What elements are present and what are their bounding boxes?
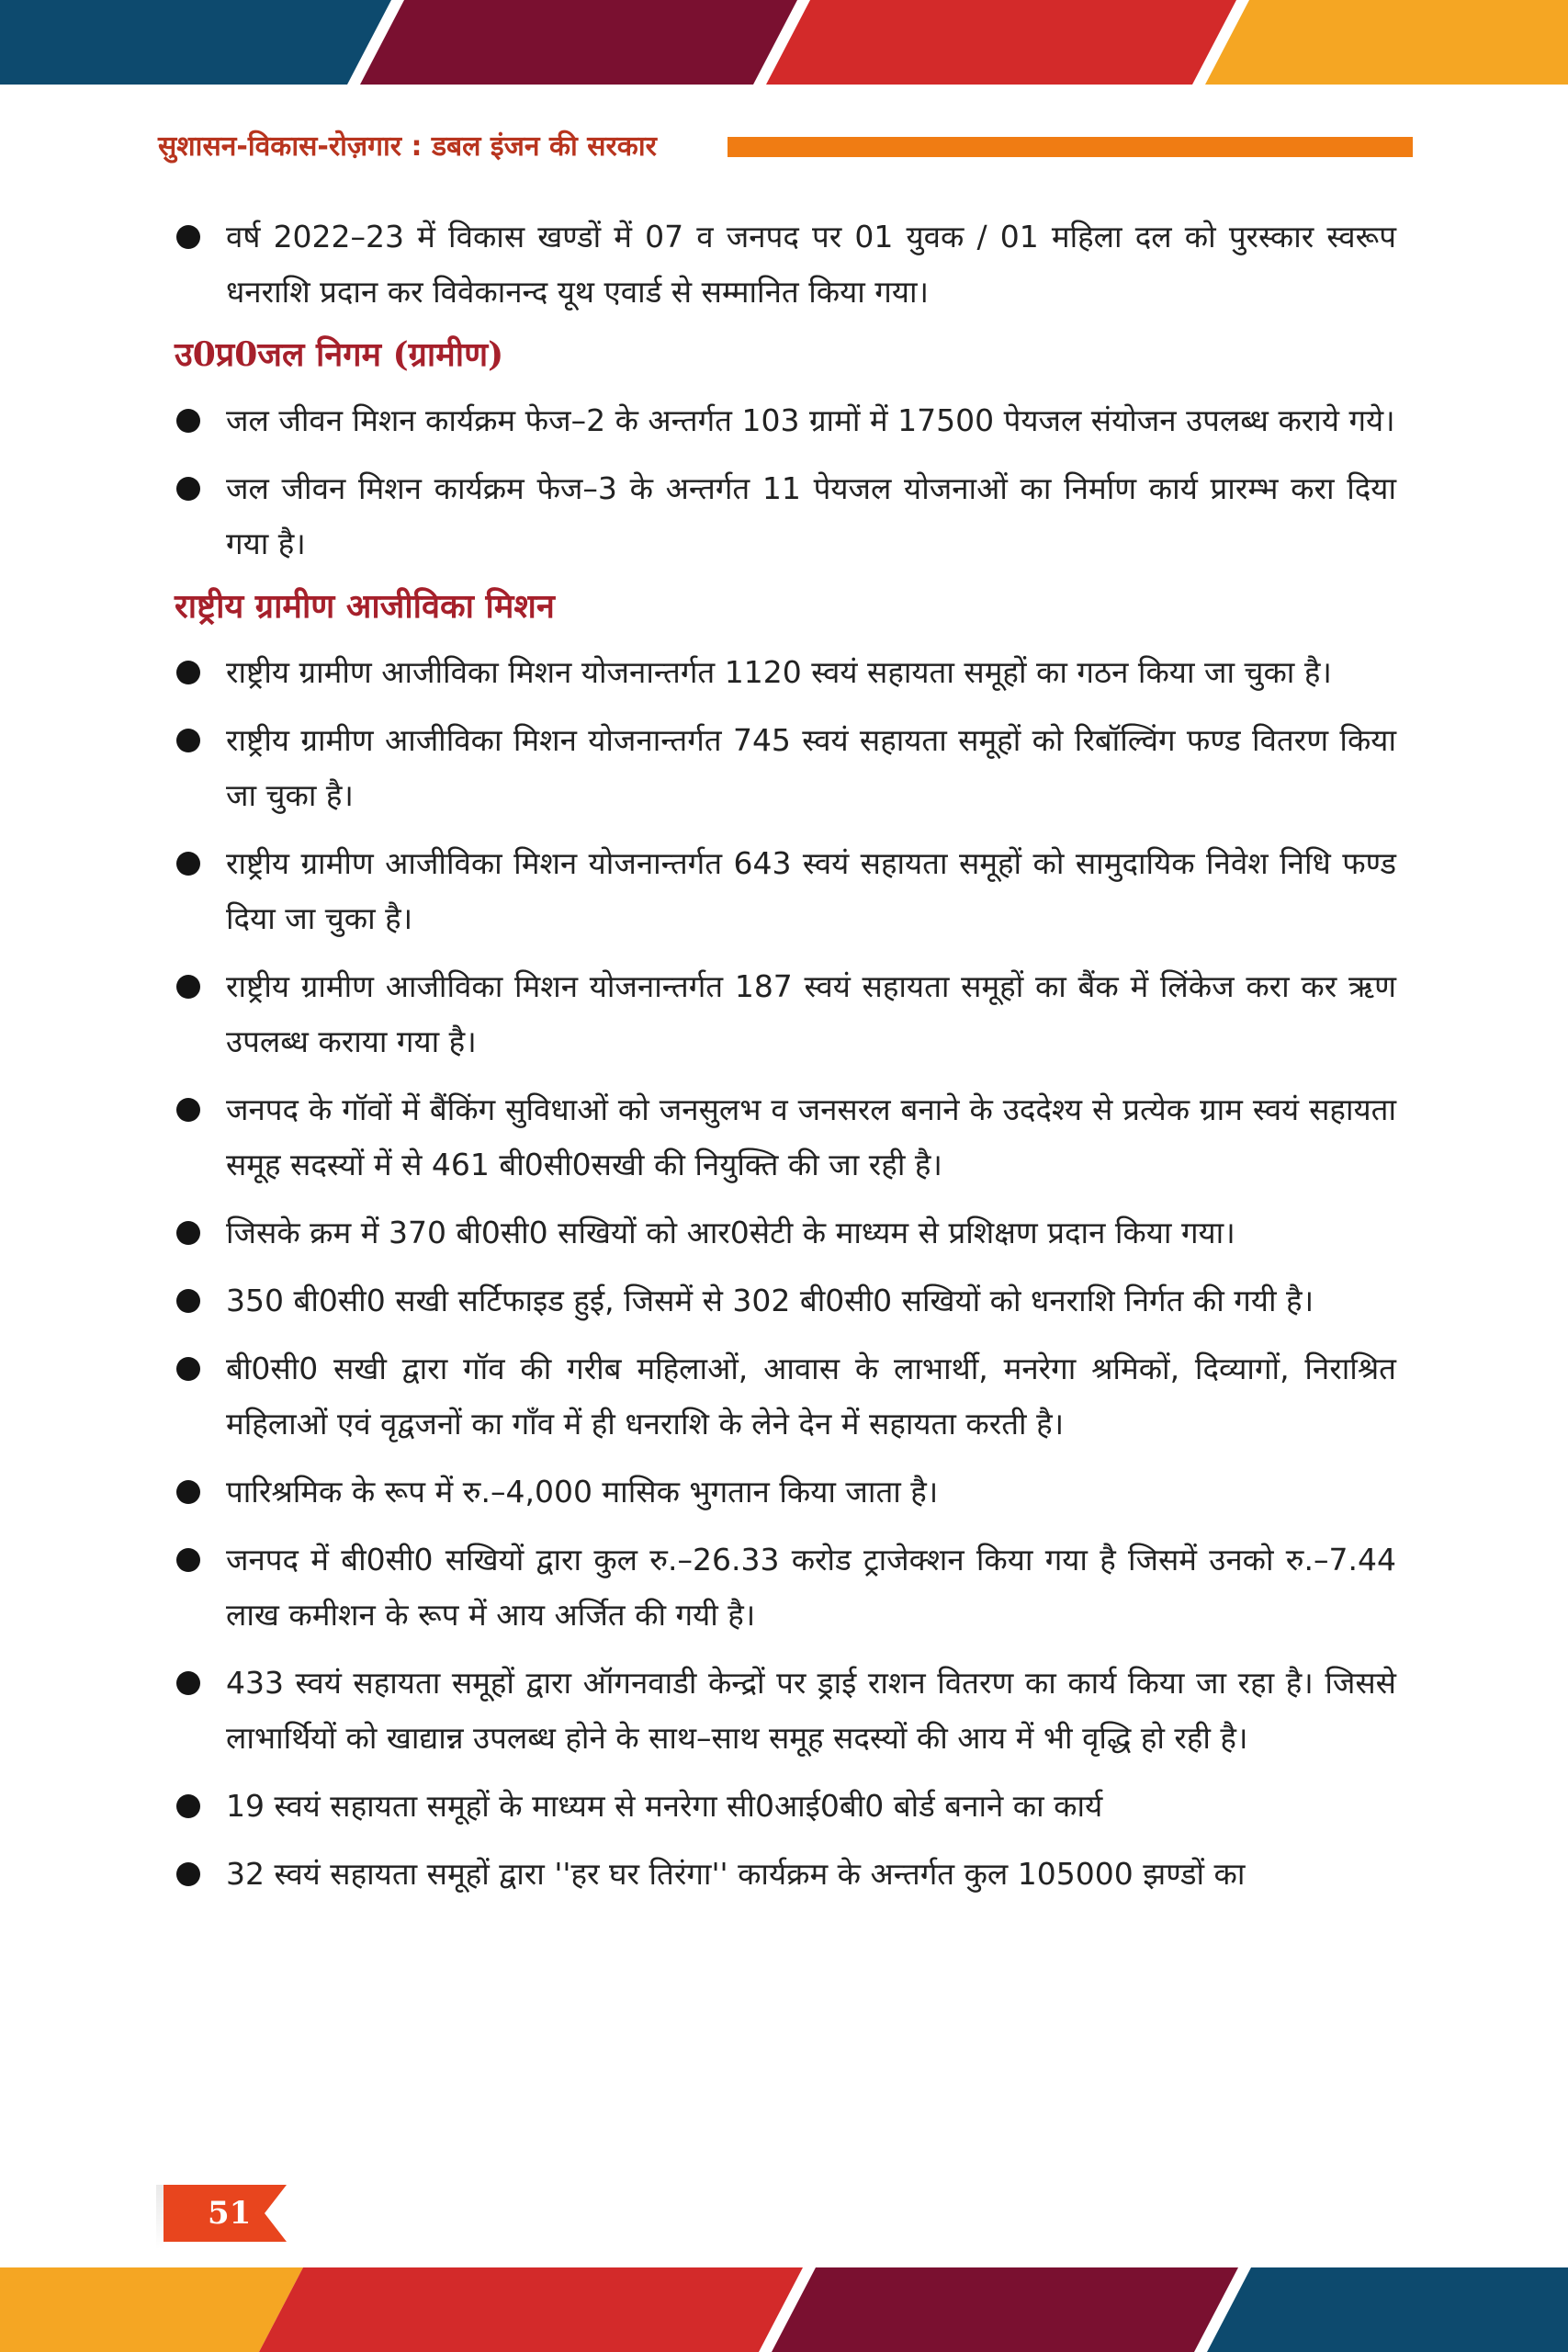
list-item-text: 433 स्वयं सहायता समूहों द्वारा ऑगनवाडी केन्द्रों पर ड्राई राशन वितरण का कार्य किया जा रहा है। जिससे लाभार्थियों को खाद्यान्न उपलब्ध होने के साथ–साथ समूह सदस्यों की आय में भी वृद्धि हो रही है। — [226, 1665, 1396, 1756]
list-item-text: जल जीवन मिशन कार्यक्रम फेज–2 के अन्तर्गत 103 ग्रामों में 17500 पेयजल संयोजन उपलब्ध कराये गये। — [226, 402, 1395, 438]
list-item-text: जिसके क्रम में 370 बी0सी0 सखियों को आर0सेटी के माध्यम से प्रशिक्षण प्रदान किया गया। — [226, 1215, 1235, 1250]
band-bottom-red — [259, 2267, 807, 2352]
list-item-text: वर्ष 2022–23 में विकास खण्डों में 07 व जनपद पर 01 युवक / 01 महिला दल को पुरस्कार स्वरूप धनराशि प्रदान कर विवेकानन्द यूथ एवार्ड से सम्मानित किया गया। — [226, 219, 1396, 310]
page-number: 51 — [208, 2195, 252, 2232]
section-heading-nrlm: राष्ट्रीय ग्रामीण आजीविका मिशन — [175, 587, 555, 626]
list-item — [175, 1779, 1396, 1834]
list-item — [175, 1847, 1396, 1902]
list-item-text: बी0सी0 सखी द्वारा गॉव की गरीब महिलाओं, आवास के लाभार्थी, मनरेगा श्रमिकों, दिव्यागों, निराश्रित महिलाओं एवं वृद्वजनों का गाँव में ही धनराशि के लेने देन में सहायता करती है। — [226, 1351, 1396, 1442]
list-item-text: जनपद के गॉवों में बैंकिंग सुविधाओं को जनसुलभ व जनसरल बनाने के उददेश्य से प्रत्येक ग्राम स्वयं सहायता समूह सदस्यों में से 461 बी0सी0सखी की नियुक्ति की जा रही है। — [226, 1091, 1396, 1182]
list-item-text: राष्ट्रीय ग्रामीण आजीविका मिशन योजनान्तर्गत 643 स्वयं सहायता समूहों को सामुदायिक निवेश निधि फण्ड दिया जा चुका है। — [226, 845, 1396, 936]
page-number-tab — [156, 2185, 294, 2242]
bullet-icon — [176, 477, 200, 501]
band-bottom-maroon — [762, 2267, 1242, 2352]
bullet-icon — [176, 225, 200, 249]
list-item-text: पारिश्रमिक के रूप में रु.–4,000 मासिक भुगतान किया जाता है। — [226, 1474, 939, 1510]
bullet-icon — [176, 1221, 200, 1245]
bullet-icon — [176, 661, 200, 684]
list-item — [175, 1656, 1396, 1766]
list-item — [175, 1532, 1396, 1643]
page-content — [175, 209, 1396, 1902]
bullet-icon — [176, 1862, 200, 1886]
band-bottom-orange — [0, 2267, 303, 2352]
list-item — [175, 461, 1396, 571]
section-heading-jal-nigam: उ0प्र0जल निगम (ग्रामीण) — [175, 335, 504, 374]
bullet-icon — [176, 975, 200, 999]
list-item-text: 32 स्वयं सहायता समूहों द्वारा ''हर घर तिरंगा'' कार्यक्रम के अन्तर्गत कुल 105000 झण्डों का — [226, 1856, 1246, 1892]
bullet-icon — [176, 852, 200, 876]
bullet-icon — [176, 1480, 200, 1504]
list-item — [175, 713, 1396, 823]
list-item — [175, 645, 1396, 700]
header-title: सुशासन-विकास-रोज़गार : डबल इंजन की सरकार — [158, 130, 657, 163]
list-item-text: राष्ट्रीय ग्रामीण आजीविका मिशन योजनान्तर्गत 1120 स्वयं सहायता समूहों का गठन किया जा चुका है। — [226, 654, 1332, 690]
list-item-text: राष्ट्रीय ग्रामीण आजीविका मिशन योजनान्तर्गत 745 स्वयं सहायता समूहों को रिबॉल्विंग फण्ड वितरण किया जा चुका है। — [226, 722, 1396, 813]
band-top-red — [757, 0, 1240, 85]
list-item — [175, 1205, 1396, 1261]
list-item-text: राष्ट्रीय ग्रामीण आजीविका मिशन योजनान्तर्गत 187 स्वयं सहायता समूहों का बैंक में लिंकेज करा कर ऋण उपलब्ध कराया गया है। — [226, 968, 1396, 1059]
bullet-icon — [176, 1671, 200, 1695]
bottom-color-band — [0, 2267, 1568, 2352]
bullet-icon — [176, 1098, 200, 1122]
band-top-orange — [1196, 0, 1568, 85]
band-top-maroon — [351, 0, 801, 85]
bullet-icon — [176, 1289, 200, 1313]
top-color-band — [0, 0, 1568, 85]
running-header — [158, 127, 1413, 167]
bullet-icon — [176, 409, 200, 433]
bullet-icon — [176, 1548, 200, 1572]
list-item — [175, 1464, 1396, 1520]
bullet-icon — [176, 729, 200, 752]
list-item-text: 19 स्वयं सहायता समूहों के माध्यम से मनरेगा सी0आई0बी0 बोर्ड बनाने का कार्य — [226, 1788, 1103, 1824]
list-item — [175, 393, 1396, 448]
bullet-icon — [176, 1794, 200, 1818]
band-top-blue — [0, 0, 395, 85]
list-item — [175, 1341, 1396, 1452]
list-item — [175, 836, 1396, 946]
list-item-text: जनपद में बी0सी0 सखियों द्वारा कुल रु.–26.33 करोड ट्राजेक्शन किया गया है जिसमें उनको रु.–7.44 लाख कमीशन के रूप में आय अर्जित की गयी है। — [226, 1542, 1396, 1633]
list-item — [175, 209, 1396, 320]
list-item — [175, 959, 1396, 1069]
bullet-icon — [176, 1357, 200, 1381]
list-item — [175, 1082, 1396, 1193]
header-accent-rule — [728, 137, 1413, 157]
list-item — [175, 1273, 1396, 1329]
list-item-text: 350 बी0सी0 सखी सर्टिफाइड हुई, जिसमें से 302 बी0सी0 सखियों को धनराशि निर्गत की गयी है। — [226, 1283, 1314, 1318]
list-item-text: जल जीवन मिशन कार्यक्रम फेज–3 के अन्तर्गत 11 पेयजल योजनाओं का निर्माण कार्य प्रारम्भ करा दिया गया है। — [226, 470, 1396, 561]
band-bottom-blue — [1198, 2267, 1568, 2352]
